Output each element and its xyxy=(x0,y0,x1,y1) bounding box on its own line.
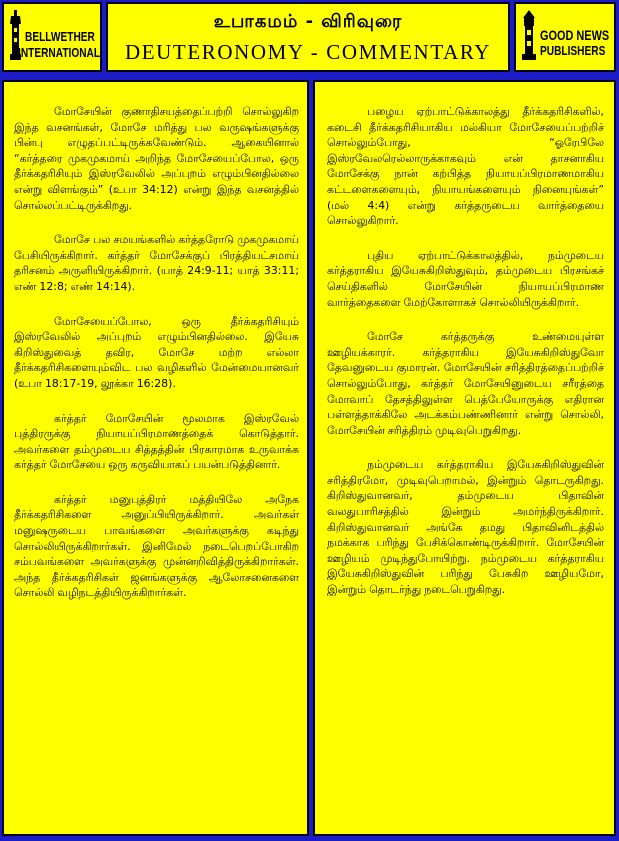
paragraph: மோசே கர்த்தருக்கு உண்மையுள்ள ஊழியக்காரர். கர்த்தராகிய இயேசுகிறிஸ்துவோ தேவனுடைய குமாரன். மோசேயின் சரித்திரத்தைப்பற்றிச் சொல்லும்போது, கர்த்தர் மோசேயினுடைய சரீரத்தை மோவாப் தேசத்திலுள்ள பெத்பேயோருக்கு எதிரான பள்ளத்தாக்கிலே அடக்கம்பண்ணினார் என்று சொல்லி, மோசேயின் சரித்திரம் முடிவுபெறுகிறது. xyxy=(327,330,604,437)
page-title-english: DEUTERONOMY - COMMENTARY xyxy=(124,40,492,64)
paragraph: நம்முடைய கர்த்தராகிய இயேசுகிறிஸ்துவின் சரித்திரமோ, முடிவுபெறாமல், இன்றும் தொடருகிறது. கிறிஸ்துவானவர், தம்முடைய பிதாவின் வலதுபாரிசத்தில் இன்றும் அமர்ந்திருக்கிறார். கிறிஸ்துவானவர் அங்கே தமது பிதாவினிடத்தில் நமக்காக பரிந்து பேசிக்கொண்டிருக்கிறார். மோசேயின் ஊழியம் முடிந்துபோயிற்று. நம்முடைய கர்த்தராகிய இயேசுகிறிஸ்துவின் பரிந்து பேசுகிற ஊழியமோ, இன்றும் தொடர்ந்து நடைபெறுகிறது. xyxy=(327,458,604,597)
logo-left-line1: BELLWETHER xyxy=(25,29,95,44)
logo-right-line2: PUBLISHERS xyxy=(540,43,606,58)
logo-right-line1: GOOD NEWS xyxy=(540,27,610,43)
tower-icon xyxy=(520,10,538,62)
paragraph: பழைய ஏற்பாட்டுக்காலத்து தீர்க்கதரிசிகளில், கடைசி தீர்க்கதரிசியாகிய மல்கியா மோசேயைப்பற்றிச் சொல்லும்போது, “ஓரேபிலே இஸ்ரவேலரெல்லாருக்காகவும் என் தாசனாகிய மோசேக்கு நான் கற்பித்த நியாயப்பிரமாணமாகிய கட்டளைகளையும், நியாயங்களையும் நினையுங்கள்” (மல் 4:4) என்று கர்த்தருடைய வார்த்தையை சொல்லுகிறார். xyxy=(327,105,604,228)
paragraph: கர்த்தர் மனுபுத்திரர் மத்தியிலே அநேக தீர்க்கதரிசிகளை அனுப்பியிருக்கிறார். அவர்கள் மனுஷருடைய பாவங்களை அவர்களுக்கு கடிந்து சொல்லியிருக்கிறார்கள். இனிமேல் நடைபெறப்போகிற சம்பவங்களை அவர்களுக்கு முன்னறிவித்திருக்கிறார்கள். அந்த தீர்க்கதரிசிகள் ஜனங்களுக்கு ஆலோசனைகளை சொல்லி வழிநடத்தியிருக்கிறார்கள். xyxy=(14,492,299,600)
logo-right-panel xyxy=(514,2,616,72)
page-title-tamil: உபாகமம் - விரிவுரை xyxy=(213,11,403,32)
left-column xyxy=(2,80,309,836)
good-news-logo xyxy=(520,10,612,66)
paragraph: மோசேயைப்போல, ஒரு தீர்க்கதரிசியும் இஸ்ரவேலில் அப்புறம் எழும்பினதில்லை. இயேசு கிறிஸ்துவைத் தவிர, மோசே மற்ற எல்லா தீர்க்கதரிசிகளையும்விட பல வழிகளில் மேன்மையானவர் (உபா 18:17-19, லூக்கா 16:28). xyxy=(14,314,299,390)
logo-left-panel xyxy=(2,2,102,72)
paragraph: புதிய ஏற்பாட்டுக்காலத்தில், நம்முடைய கர்த்தராகிய இயேசுகிறிஸ்துவும், தம்முடைய பிரசங்கச் செய்திகளில் மோசேயின் நியாயப்பிரமாண வார்த்தைகளை மேற்கோளாகச் சொல்லியிருக்கிறார். xyxy=(327,248,604,309)
paragraph: கர்த்தர் மோசேயின் மூலமாக இஸ்ரவேல் புத்திரருக்கு நியாயப்பிரமாணத்தைக் கொடுத்தார். அவர்களை தம்முடைய சித்தத்தின் பிரகாரமாக உருவாக்க கர்த்தர் மோசேயை ஒரு கருவியாகப் பயன்படுத்தினார். xyxy=(14,411,299,472)
right-column xyxy=(313,80,616,836)
title-panel xyxy=(106,2,510,72)
paragraph: மோசேயின் குணாதிசயத்தைப்பற்றி சொல்லுகிற இந்த வசனங்கள், மோசே மரித்து பல வருஷங்களுக்கு பின்பு எழுதப்பட்டிருக்கவேண்டும். ஆகையினால் “கர்த்தரை முகமுகமாய் அறிந்த மோசேயைப்போல, ஒரு தீர்க்கதரிசியும் இஸ்ரவேலில் அப்புறம் எழும்பினதில்லை என்று விளங்கும்” (உபா 34:12) என்று இந்த வசனத்தில் சொல்லப்பட்டிருக்கிறது. xyxy=(14,105,299,212)
paragraph: மோசே பல சமயங்களில் கர்த்தரோடு முகமுகமாய் பேசியிருக்கிறார். கர்த்தர் மோசேக்குப் பிரத்தியட்சமாய் தரிசனம் அருளியிருக்கிறார். (யாத் 24:9-11; யாத் 33:11; எண் 12:8; எண் 14:14). xyxy=(14,233,299,293)
bellwether-logo xyxy=(8,10,100,66)
logo-left-line2: INTERNATIONAL xyxy=(18,45,101,60)
